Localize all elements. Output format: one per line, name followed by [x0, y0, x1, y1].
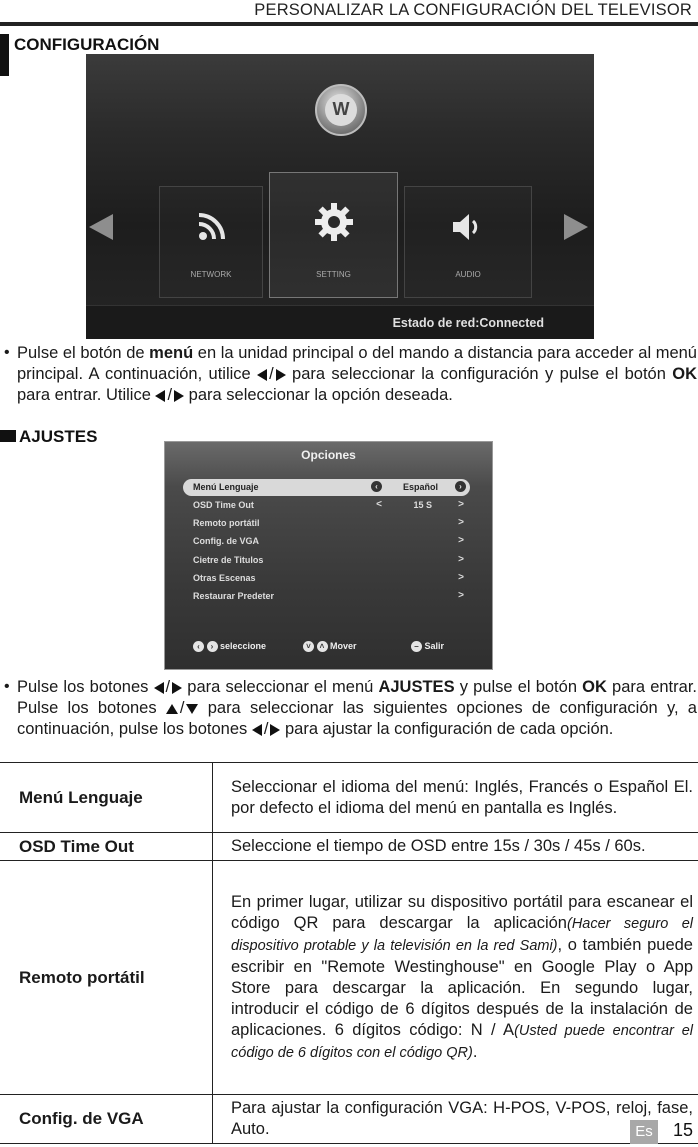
table-row-name: Menú Lenguaje	[0, 763, 213, 833]
chevron-right-icon: >	[458, 554, 464, 565]
table-row-desc: Seleccionar el idioma del menú: Inglés, Francés o Español El. por defecto el idioma del menú en pantalla es Inglés.	[213, 763, 698, 833]
table-row-desc: Para ajustar la configuración VGA: H-POS, V-POS, reloj, fase, Auto.	[213, 1095, 698, 1144]
setting-tile[interactable]: SETTING	[269, 172, 398, 298]
left-arrow-icon[interactable]	[89, 214, 113, 240]
language-badge: Es	[630, 1120, 658, 1144]
gear-icon	[313, 201, 355, 243]
intro-paragraph: Pulse el botón de menú en la unidad principal o del mando a distancia para acceder al menú principal. A continuación, utilice / para seleccionar la configuración y pulse el botón OK para entrar. Utilice / para seleccionar la opción deseada.	[17, 344, 697, 404]
option-row-scenes[interactable]: Otras Escenas >	[193, 572, 464, 583]
option-row-reset[interactable]: Restaurar Predeter >	[193, 590, 464, 601]
option-row-remote[interactable]: Remoto portátil >	[193, 517, 464, 528]
right-circle-icon: ›	[207, 641, 218, 652]
left-triangle-icon	[155, 390, 165, 402]
chevron-right-icon[interactable]: ›	[455, 481, 466, 492]
option-row-vga[interactable]: Config. de VGA >	[193, 535, 464, 546]
chevron-right-icon: >	[458, 517, 464, 528]
page-header-title: PERSONALIZAR LA CONFIGURACIÓN DEL TELEVISOR	[254, 1, 692, 19]
left-circle-icon: ‹	[193, 641, 204, 652]
right-triangle-icon	[276, 369, 286, 381]
chevron-right-icon: >	[458, 535, 464, 546]
table-row-desc: Seleccione el tiempo de OSD entre 15s / 30s / 45s / 60s.	[213, 833, 698, 861]
table-row-name: Config. de VGA	[0, 1095, 213, 1144]
table-row-name: OSD Time Out	[0, 833, 213, 861]
down-triangle-icon	[186, 704, 198, 714]
right-arrow-icon[interactable]	[564, 214, 588, 240]
right-triangle-icon	[174, 390, 184, 402]
footer-select-hint: ‹ › seleccione	[193, 641, 266, 652]
table-row	[0, 833, 698, 861]
header-rule	[0, 22, 698, 26]
wifi-icon	[193, 209, 229, 245]
section-marker	[0, 430, 16, 442]
down-circle-icon: ˅	[303, 641, 314, 652]
config-section-title: CONFIGURACIÓN	[14, 35, 160, 54]
chevron-right-icon[interactable]: >	[458, 499, 464, 510]
option-row-osd-timeout[interactable]: OSD Time Out < 15 S >	[193, 499, 464, 510]
left-triangle-icon	[252, 724, 262, 736]
main-menu-screen	[86, 54, 594, 339]
left-triangle-icon	[257, 369, 267, 381]
bullet: •	[4, 678, 10, 695]
right-triangle-icon	[172, 682, 182, 694]
chevron-left-icon[interactable]: ‹	[371, 481, 382, 492]
table-row-name: Remoto portátil	[0, 861, 213, 1095]
section-side-bar	[0, 34, 9, 76]
up-triangle-icon	[166, 704, 178, 714]
ajustes-paragraph: Pulse los botones / para seleccionar el menú AJUSTES y pulse el botón OK para entrar. Pulse los botones / para seleccionar las siguientes opciones de configuración y, a continuación, pulse los botones / para ajustar la configuración de cada opción.	[17, 678, 697, 738]
footer-move-hint: ˅ ˄ Mover	[303, 641, 357, 652]
page-number: 15	[673, 1120, 694, 1140]
network-tile[interactable]: NETWORK	[159, 186, 263, 298]
footer-exit-hint: – Salir	[411, 641, 444, 652]
chevron-right-icon: >	[458, 572, 464, 583]
option-row-captions[interactable]: Cietre de Titulos >	[193, 554, 464, 565]
network-status: Estado de red:Connected	[392, 316, 544, 330]
table-row	[0, 1095, 698, 1144]
chevron-right-icon: >	[458, 590, 464, 601]
brand-logo: W	[315, 84, 367, 136]
left-triangle-icon	[154, 682, 164, 694]
exit-icon: –	[411, 641, 422, 652]
option-row-menu-language[interactable]: Menú Lenguaje ‹ Español ›	[183, 479, 470, 496]
up-circle-icon: ˄	[317, 641, 328, 652]
options-screen	[164, 441, 493, 670]
table-row	[0, 861, 698, 1095]
settings-table	[0, 762, 698, 1144]
speaker-icon	[450, 211, 486, 243]
bullet: •	[4, 344, 10, 361]
status-bar	[86, 305, 594, 339]
table-row-desc: En primer lugar, utilizar su dispositivo portátil para escanear el código QR para descargar la aplicación(Hacer seguro el dispositivo protable y la televisión en la red Sami), o también puede escribir en "Remote Westinghouse" en Google Play o App Store para descargar la aplicación. En segundo lugar, introducir el código de 6 dígitos después de la instalación de aplicaciones. 6 dígitos código: N / A(Usted puede encontrar el código de 6 dígitos con el código QR).	[213, 861, 698, 1095]
ajustes-section-title: AJUSTES	[19, 427, 98, 446]
audio-tile[interactable]: AUDIO	[404, 186, 532, 298]
table-row	[0, 763, 698, 833]
options-title: Opciones	[301, 448, 356, 462]
chevron-left-icon[interactable]: <	[376, 499, 382, 510]
right-triangle-icon	[270, 724, 280, 736]
